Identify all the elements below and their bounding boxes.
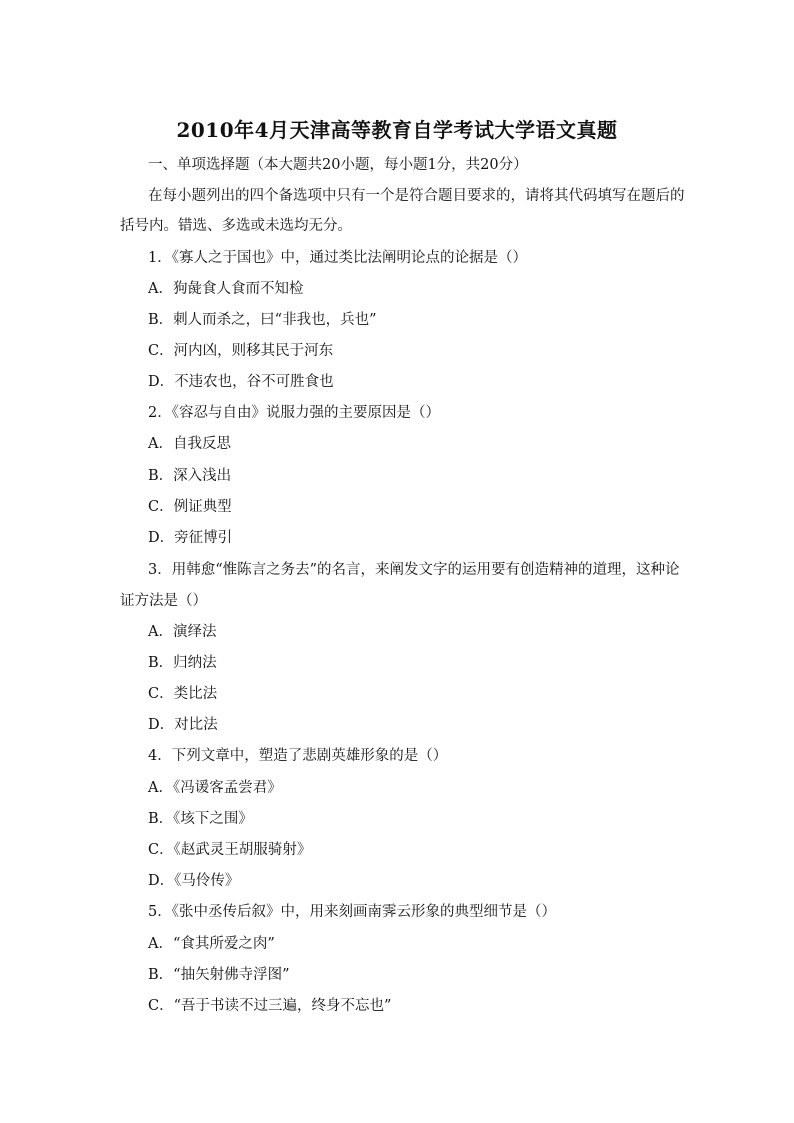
question-2-option-d: D．旁征博引 xyxy=(148,530,233,546)
question-3-option-b: B．归纳法 xyxy=(148,655,217,671)
question-1-option-d: D．不违农也，谷不可胜食也 xyxy=(148,374,334,390)
question-1-stem: 1．《寡人之于国也》中，通过类比法阐明论点的论据是（） xyxy=(148,250,527,266)
question-5-option-c: C．“吾于书读不过三遍，终身不忘也” xyxy=(148,998,392,1014)
question-3-stem-line-2: 证方法是（） xyxy=(120,593,207,609)
question-2-option-a: A．自我反思 xyxy=(148,436,231,452)
question-4-stem: 4．下列文章中，塑造了悲剧英雄形象的是（） xyxy=(148,748,448,764)
question-4-option-b: B．《垓下之围》 xyxy=(148,811,253,827)
question-2-option-c: C．例证典型 xyxy=(148,499,232,515)
question-3-stem-line-1: 3．用韩愈“惟陈言之务去”的名言，来阐发文字的运用要有创造精神的道理，这种论 xyxy=(148,562,680,578)
question-2-option-b: B．深入浅出 xyxy=(148,468,232,484)
question-4-option-a: A．《冯谖客孟尝君》 xyxy=(148,780,282,796)
question-5-option-a: A．“食其所爱之肉” xyxy=(148,936,275,952)
question-3-option-c: C．类比法 xyxy=(148,686,218,702)
instructions-line-1: 在每小题列出的四个备选项中只有一个是符合题目要求的，请将其代码填写在题后的 xyxy=(148,188,685,204)
question-1-option-c: C．河内凶，则移其民于河东 xyxy=(148,343,334,359)
question-4-option-d: D．《马伶传》 xyxy=(148,873,240,889)
instructions-line-2: 括号内。错选、多选或未选均无分。 xyxy=(120,218,352,234)
document-title: 2010年4月天津高等教育自学考试大学语文真题 xyxy=(176,118,618,142)
question-3-option-d: D．对比法 xyxy=(148,717,218,733)
question-4-option-c: C．《赵武灵王胡服骑射》 xyxy=(148,842,312,858)
question-5-stem: 5．《张中丞传后叙》中，用来刻画南霁云形象的典型细节是（） xyxy=(148,904,556,920)
section-heading: 一、单项选择题（本大题共20小题，每小题1分，共20分） xyxy=(148,157,528,173)
question-1-option-b: B．刺人而杀之，曰“非我也，兵也” xyxy=(148,312,377,328)
question-1-option-a: A．狗彘食人食而不知检 xyxy=(148,281,304,297)
question-3-option-a: A．演绎法 xyxy=(148,624,217,640)
question-5-option-b: B．“抽矢射佛寺浮图” xyxy=(148,967,290,983)
question-2-stem: 2．《容忍与自由》说服力强的主要原因是（） xyxy=(148,405,440,421)
